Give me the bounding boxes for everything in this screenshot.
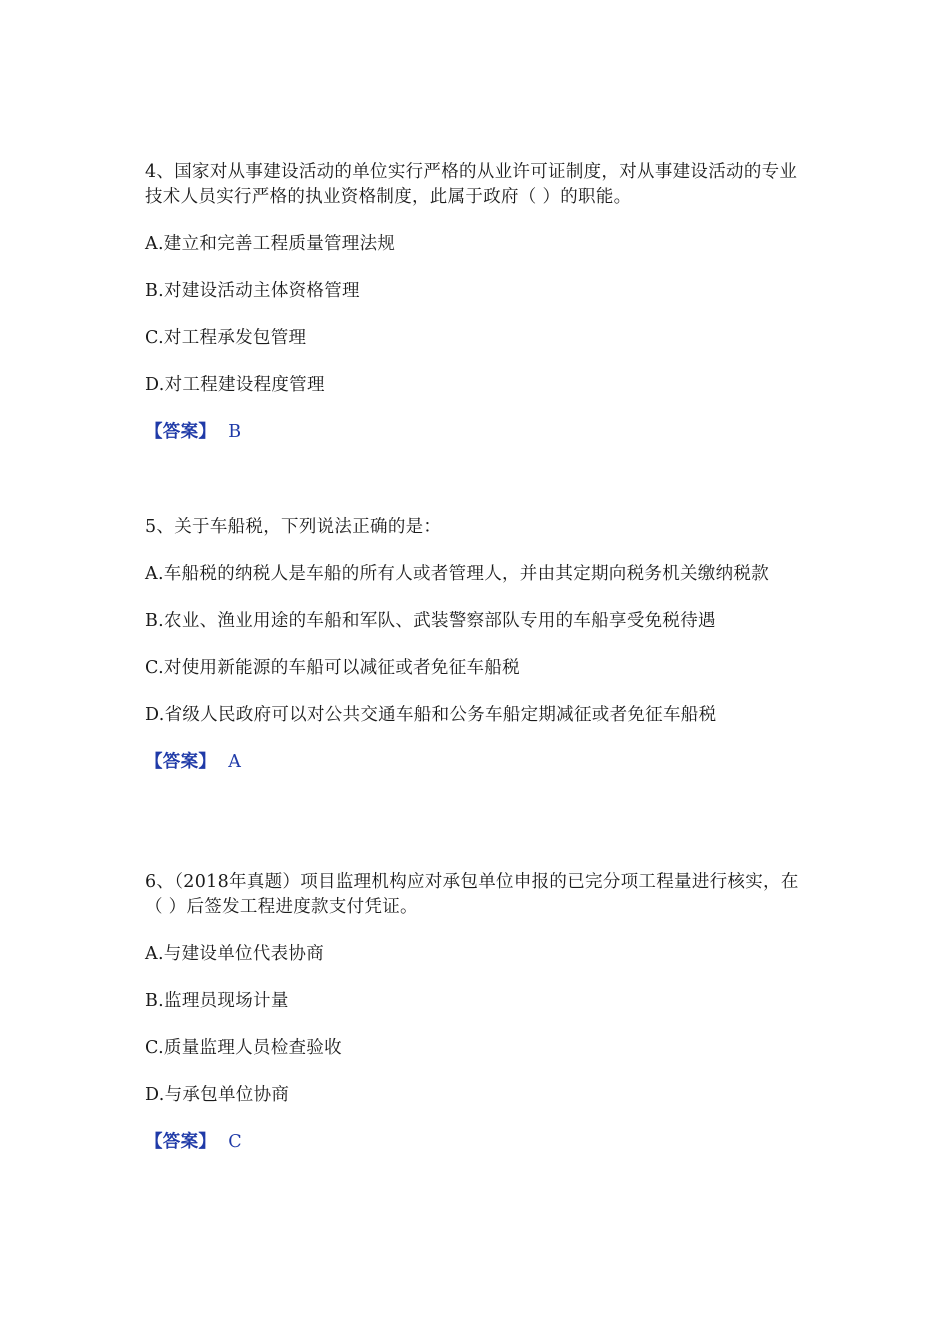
option-b: B.农业、渔业用途的车船和军队、武装警察部队专用的车船享受免税待遇 [145, 611, 716, 631]
question-5 [145, 515, 815, 775]
option-d: D.省级人民政府可以对公共交通车船和公务车船定期减征或者免征车船税 [145, 705, 717, 725]
answer-label: 【答案】 [145, 422, 217, 442]
option-c: C.对使用新能源的车船可以减征或者免征车船税 [145, 658, 520, 678]
answer-line [145, 1130, 815, 1155]
question-4 [145, 160, 815, 445]
answer-value: A [228, 752, 242, 772]
option-a: A.与建设单位代表协商 [145, 944, 324, 964]
option-a: A.建立和完善工程质量管理法规 [145, 234, 396, 254]
option-c: C.对工程承发包管理 [145, 328, 307, 348]
option-d: D.与承包单位协商 [145, 1085, 290, 1105]
question-6 [145, 870, 815, 1155]
option-c: C.质量监理人员检查验收 [145, 1038, 342, 1058]
question-stem: 6、（2018年真题）项目监理机构应对承包单位申报的已完分项工程量进行核实，在（ ）后签发工程进度款支付凭证。 [145, 872, 799, 917]
answer-line [145, 420, 815, 445]
answer-label: 【答案】 [145, 752, 217, 772]
question-stem: 5、关于车船税，下列说法正确的是： [145, 517, 442, 537]
answer-value: B [228, 422, 242, 442]
option-a: A.车船税的纳税人是车船的所有人或者管理人，并由其定期向税务机关缴纳税款 [145, 564, 769, 584]
question-stem: 4、国家对从事建设活动的单位实行严格的从业许可证制度，对从事建设活动的专业技术人员实行严格的执业资格制度，此属于政府（ ）的职能。 [145, 162, 798, 207]
answer-label: 【答案】 [145, 1132, 217, 1152]
option-d: D.对工程建设程度管理 [145, 375, 325, 395]
option-b: B.监理员现场计量 [145, 991, 289, 1011]
answer-line [145, 750, 815, 775]
option-b: B.对建设活动主体资格管理 [145, 281, 360, 301]
answer-value: C [228, 1132, 242, 1152]
